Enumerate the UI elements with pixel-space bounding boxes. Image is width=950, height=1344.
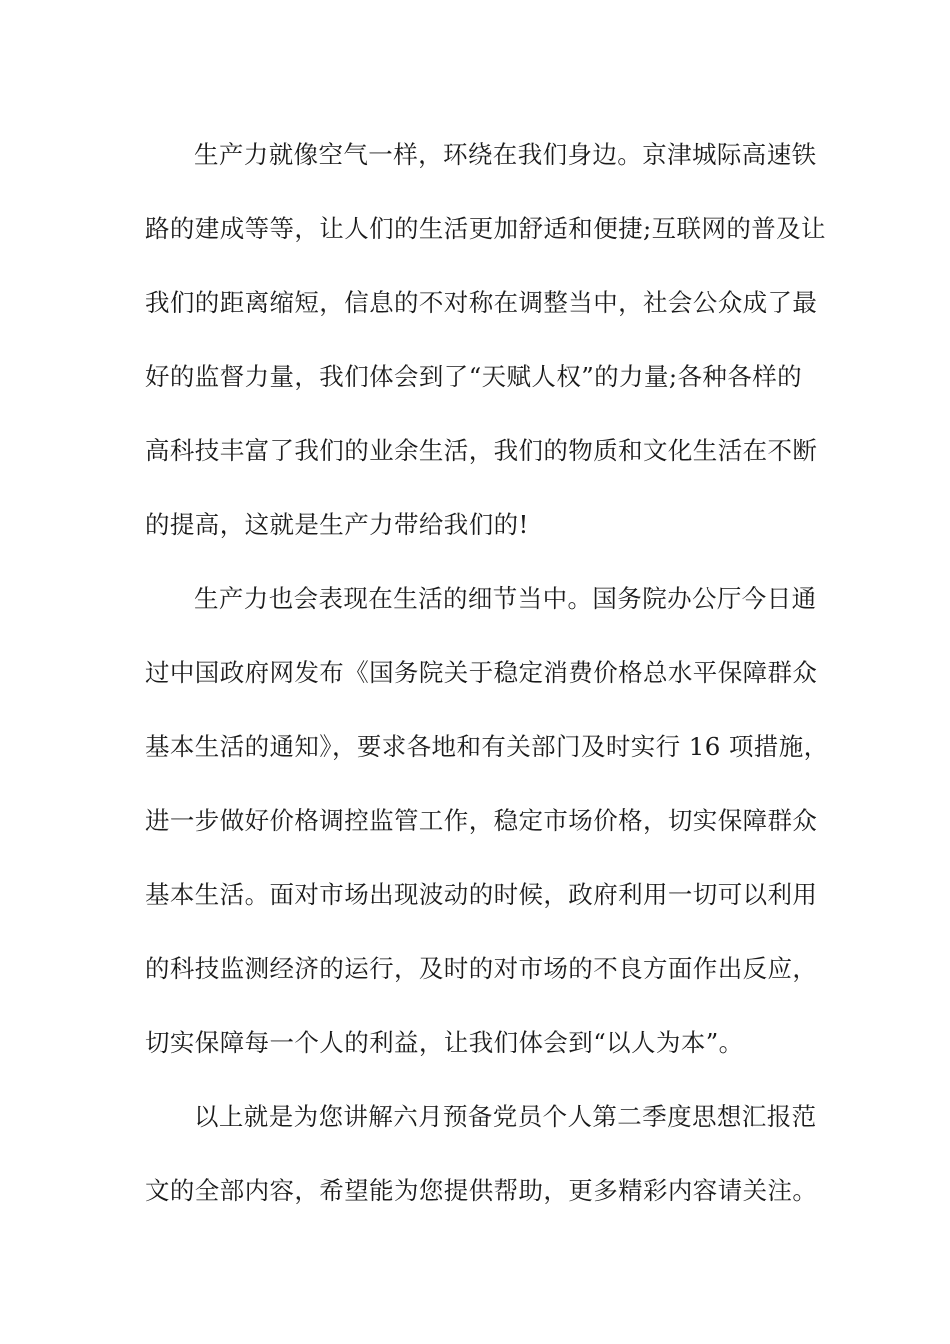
text-line: 的提高，这就是生产力带给我们的! bbox=[145, 510, 529, 539]
text-line: 进一步做好价格调控监管工作，稳定市场价格，切实保障群众 bbox=[145, 806, 818, 835]
text-line: 我们的距离缩短，信息的不对称在调整当中，社会公众成了最 bbox=[145, 288, 818, 317]
document-body bbox=[145, 118, 829, 1228]
text-line: 的科技监测经济的运行，及时的对市场的不良方面作出反应， bbox=[145, 954, 818, 983]
text-line: 文的全部内容，希望能为您提供帮助，更多精彩内容请关注。 bbox=[145, 1176, 818, 1205]
text-line: 基本生活的通知》，要求各地和有关部门及时实行 16 项措施， bbox=[145, 732, 829, 761]
text-line: 好的监督力量，我们体会到了“天赋人权”的力量;各种各样的 bbox=[145, 362, 803, 391]
paragraph-productivity-details bbox=[145, 562, 829, 1080]
text-line: 路的建成等等，让人们的生活更加舒适和便捷;互联网的普及让 bbox=[145, 214, 826, 243]
text-line: 以上就是为您讲解六月预备党员个人第二季度思想汇报范 bbox=[194, 1102, 817, 1131]
text-line: 高科技丰富了我们的业余生活，我们的物质和文化生活在不断 bbox=[145, 436, 818, 465]
text-line: 切实保障每一个人的利益，让我们体会到“以人为本”。 bbox=[145, 1028, 744, 1057]
paragraph-closing bbox=[145, 1080, 818, 1228]
text-line: 过中国政府网发布《国务院关于稳定消费价格总水平保障群众 bbox=[145, 658, 818, 687]
text-line: 生产力就像空气一样，环绕在我们身边。京津城际高速铁 bbox=[194, 140, 817, 169]
text-line: 基本生活。面对市场出现波动的时候，政府利用一切可以利用 bbox=[145, 880, 818, 909]
paragraph-productivity-everyday bbox=[145, 118, 826, 562]
text-line: 生产力也会表现在生活的细节当中。国务院办公厅今日通 bbox=[194, 584, 817, 613]
